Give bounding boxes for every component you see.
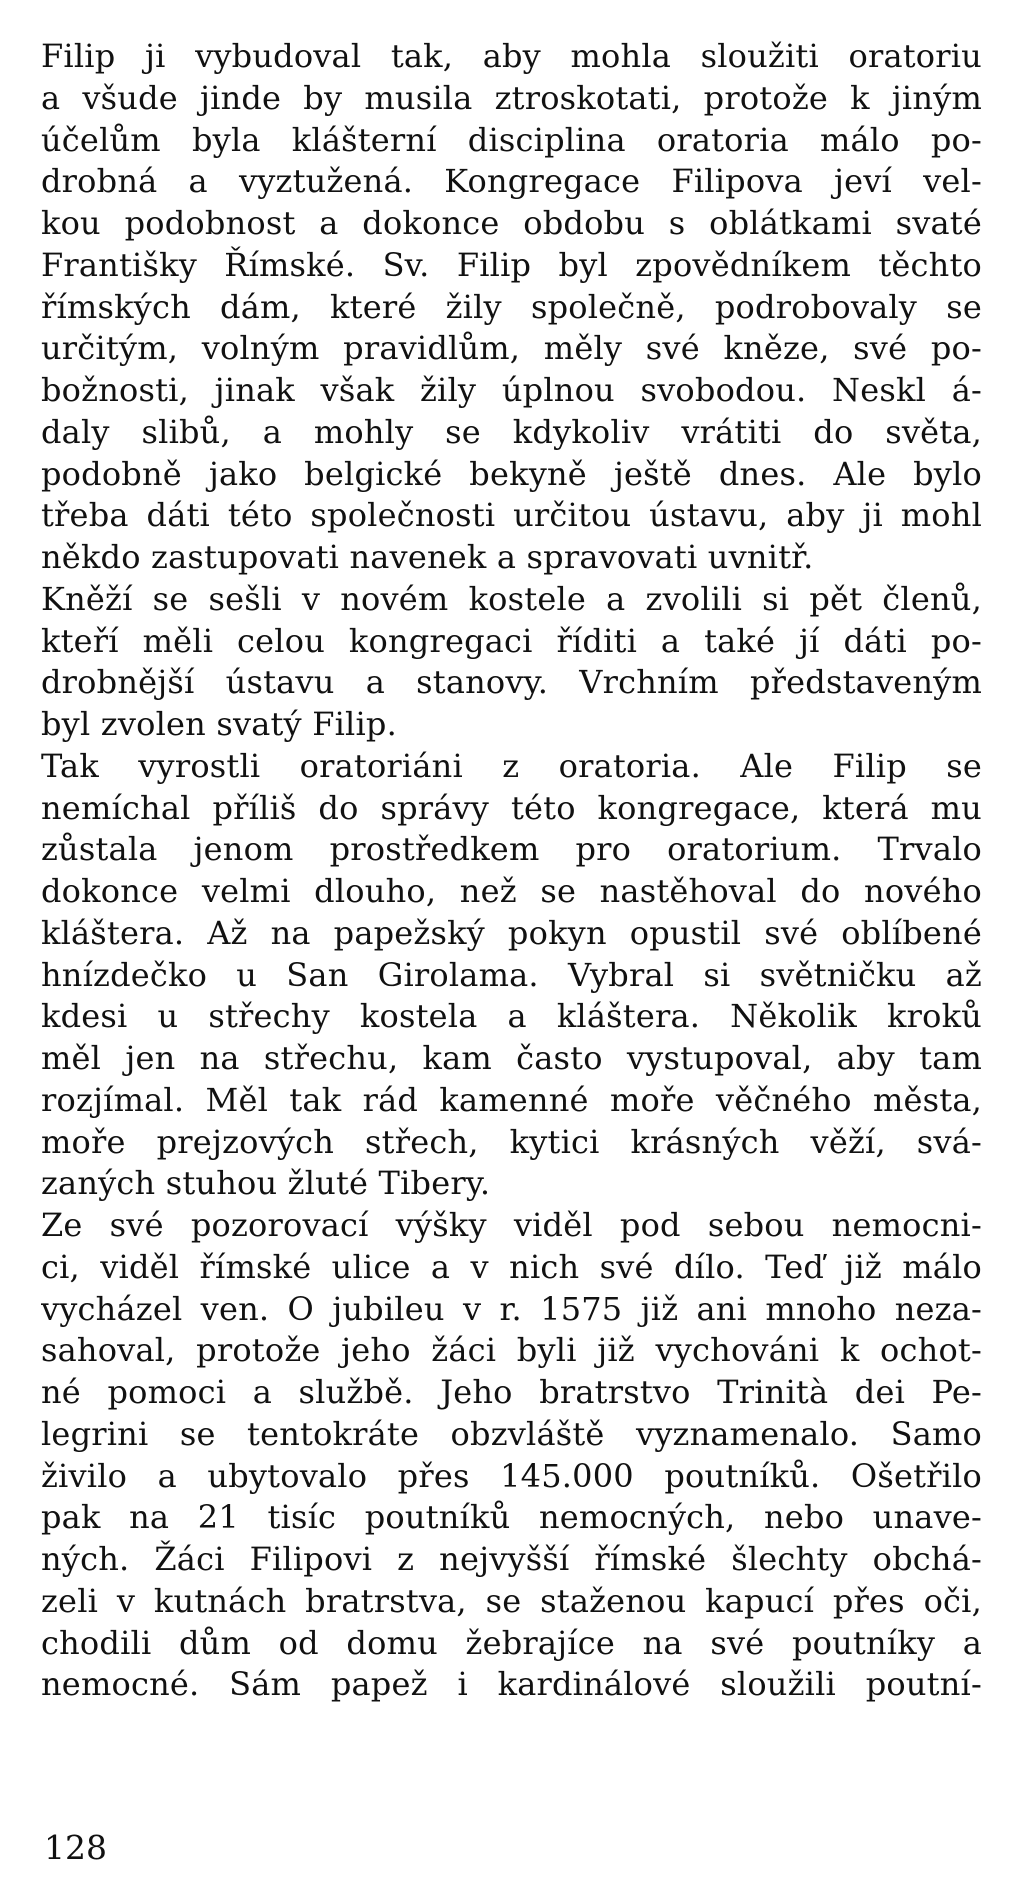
text-line: Tak vyrostli oratoriáni z oratoria. Ale Filip se [41, 746, 982, 785]
text-line: drobnější ústavu a stanovy. Vrchním představeným [41, 663, 982, 702]
text-line: rozjímal. Měl tak rád kamenné moře věčného města, [41, 1080, 982, 1119]
text-line: né pomoci a službě. Jeho bratrstvo Trinità dei Pe- [41, 1373, 982, 1411]
page-number: 128 [44, 1828, 107, 1867]
text-line: vycházel ven. O jubileu v r. 1575 již ani mnoho neza- [41, 1289, 982, 1328]
text-line: třeba dáti této společnosti určitou ústavu, aby ji mohl [41, 496, 982, 535]
text-line: podobně jako belgické bekyně ještě dnes. Ale bylo [41, 454, 982, 493]
text-line: určitým, volným pravidlům, měly své kněze, své po- [41, 329, 982, 368]
text-line: kou podobnost a dokonce obdobu s oblátkami svaté [41, 204, 982, 242]
text-line: drobná a vyztužená. Kongregace Filipova jeví vel- [41, 162, 982, 201]
text-line: chodili dům od domu žebrajíce na své poutníky a [41, 1623, 982, 1662]
text-line: Ze své pozorovací výšky viděl pod sebou nemocni- [41, 1206, 982, 1244]
text-line: moře prejzových střech, kytici krásných věží, svá- [41, 1122, 982, 1161]
text-line: sahoval, protože jeho žáci byli již vychováni k ochot- [41, 1331, 982, 1370]
text-line: živilo a ubytovalo přes 145.000 poutníků. Ošetřilo [41, 1456, 982, 1495]
text-line: Františky Římské. Sv. Filip byl zpovědníkem těchto [41, 245, 982, 284]
text-line: nemocné. Sám papež i kardinálové sloužili poutní- [41, 1665, 982, 1704]
text-line: zůstala jenom prostředkem pro oratorium. Trvalo [41, 830, 982, 869]
text-line: nemíchal příliš do správy této kongregace, která mu [41, 788, 982, 827]
body-text [41, 36, 982, 1706]
text-line: Kněží se sešli v novém kostele a zvolili si pět členů, [41, 579, 982, 618]
text-line: byl zvolen svatý Filip. [41, 705, 397, 743]
text-line: Filip ji vybudoval tak, aby mohla sloužiti oratoriu [41, 37, 982, 75]
text-line: zeli v kutnách bratrstva, se staženou kapucí přes oči, [41, 1581, 982, 1620]
text-line: daly slibů, a mohly se kdykoliv vrátiti do světa, [41, 412, 982, 451]
paragraph-2 [41, 579, 982, 746]
text-line: božnosti, jinak však žily úplnou svobodou. Neskl á- [41, 371, 982, 409]
text-line: hnízdečko u San Girolama. Vybral si světničku až [41, 955, 982, 994]
text-line: zaných stuhou žluté Tibery. [41, 1164, 491, 1203]
text-line: někdo zastupovati navenek a spravovati uvnitř. [41, 538, 814, 576]
text-line: kdesi u střechy kostela a kláštera. Několik kroků [41, 997, 982, 1036]
text-line: římských dám, které žily společně, podrobovaly se [41, 287, 982, 326]
text-line: a všude jinde by musila ztroskotati, protože k jiným [41, 78, 982, 117]
text-line: kteří měli celou kongregaci říditi a také jí dáti po- [41, 621, 982, 660]
text-line: pak na 21 tisíc poutníků nemocných, nebo unave- [41, 1498, 982, 1537]
text-line: ných. Žáci Filipovi z nejvyšší římské šlechty obchá- [41, 1540, 982, 1578]
text-line: kláštera. Až na papežský pokyn opustil své oblíbené [41, 913, 982, 952]
text-line: legrini se tentokráte obzvláště vyznamenalo. Samo [41, 1414, 982, 1453]
text-line: ci, viděl římské ulice a v nich své dílo. Teď již málo [41, 1247, 982, 1286]
paragraph-1 [41, 36, 982, 579]
text-line: dokonce velmi dlouho, než se nastěhoval do nového [41, 872, 982, 910]
text-line: měl jen na střechu, kam často vystupoval, aby tam [41, 1039, 982, 1077]
paragraph-4 [41, 1205, 982, 1706]
paragraph-3 [41, 746, 982, 1205]
text-line: účelům byla klášterní disciplina oratoria málo po- [41, 120, 982, 159]
